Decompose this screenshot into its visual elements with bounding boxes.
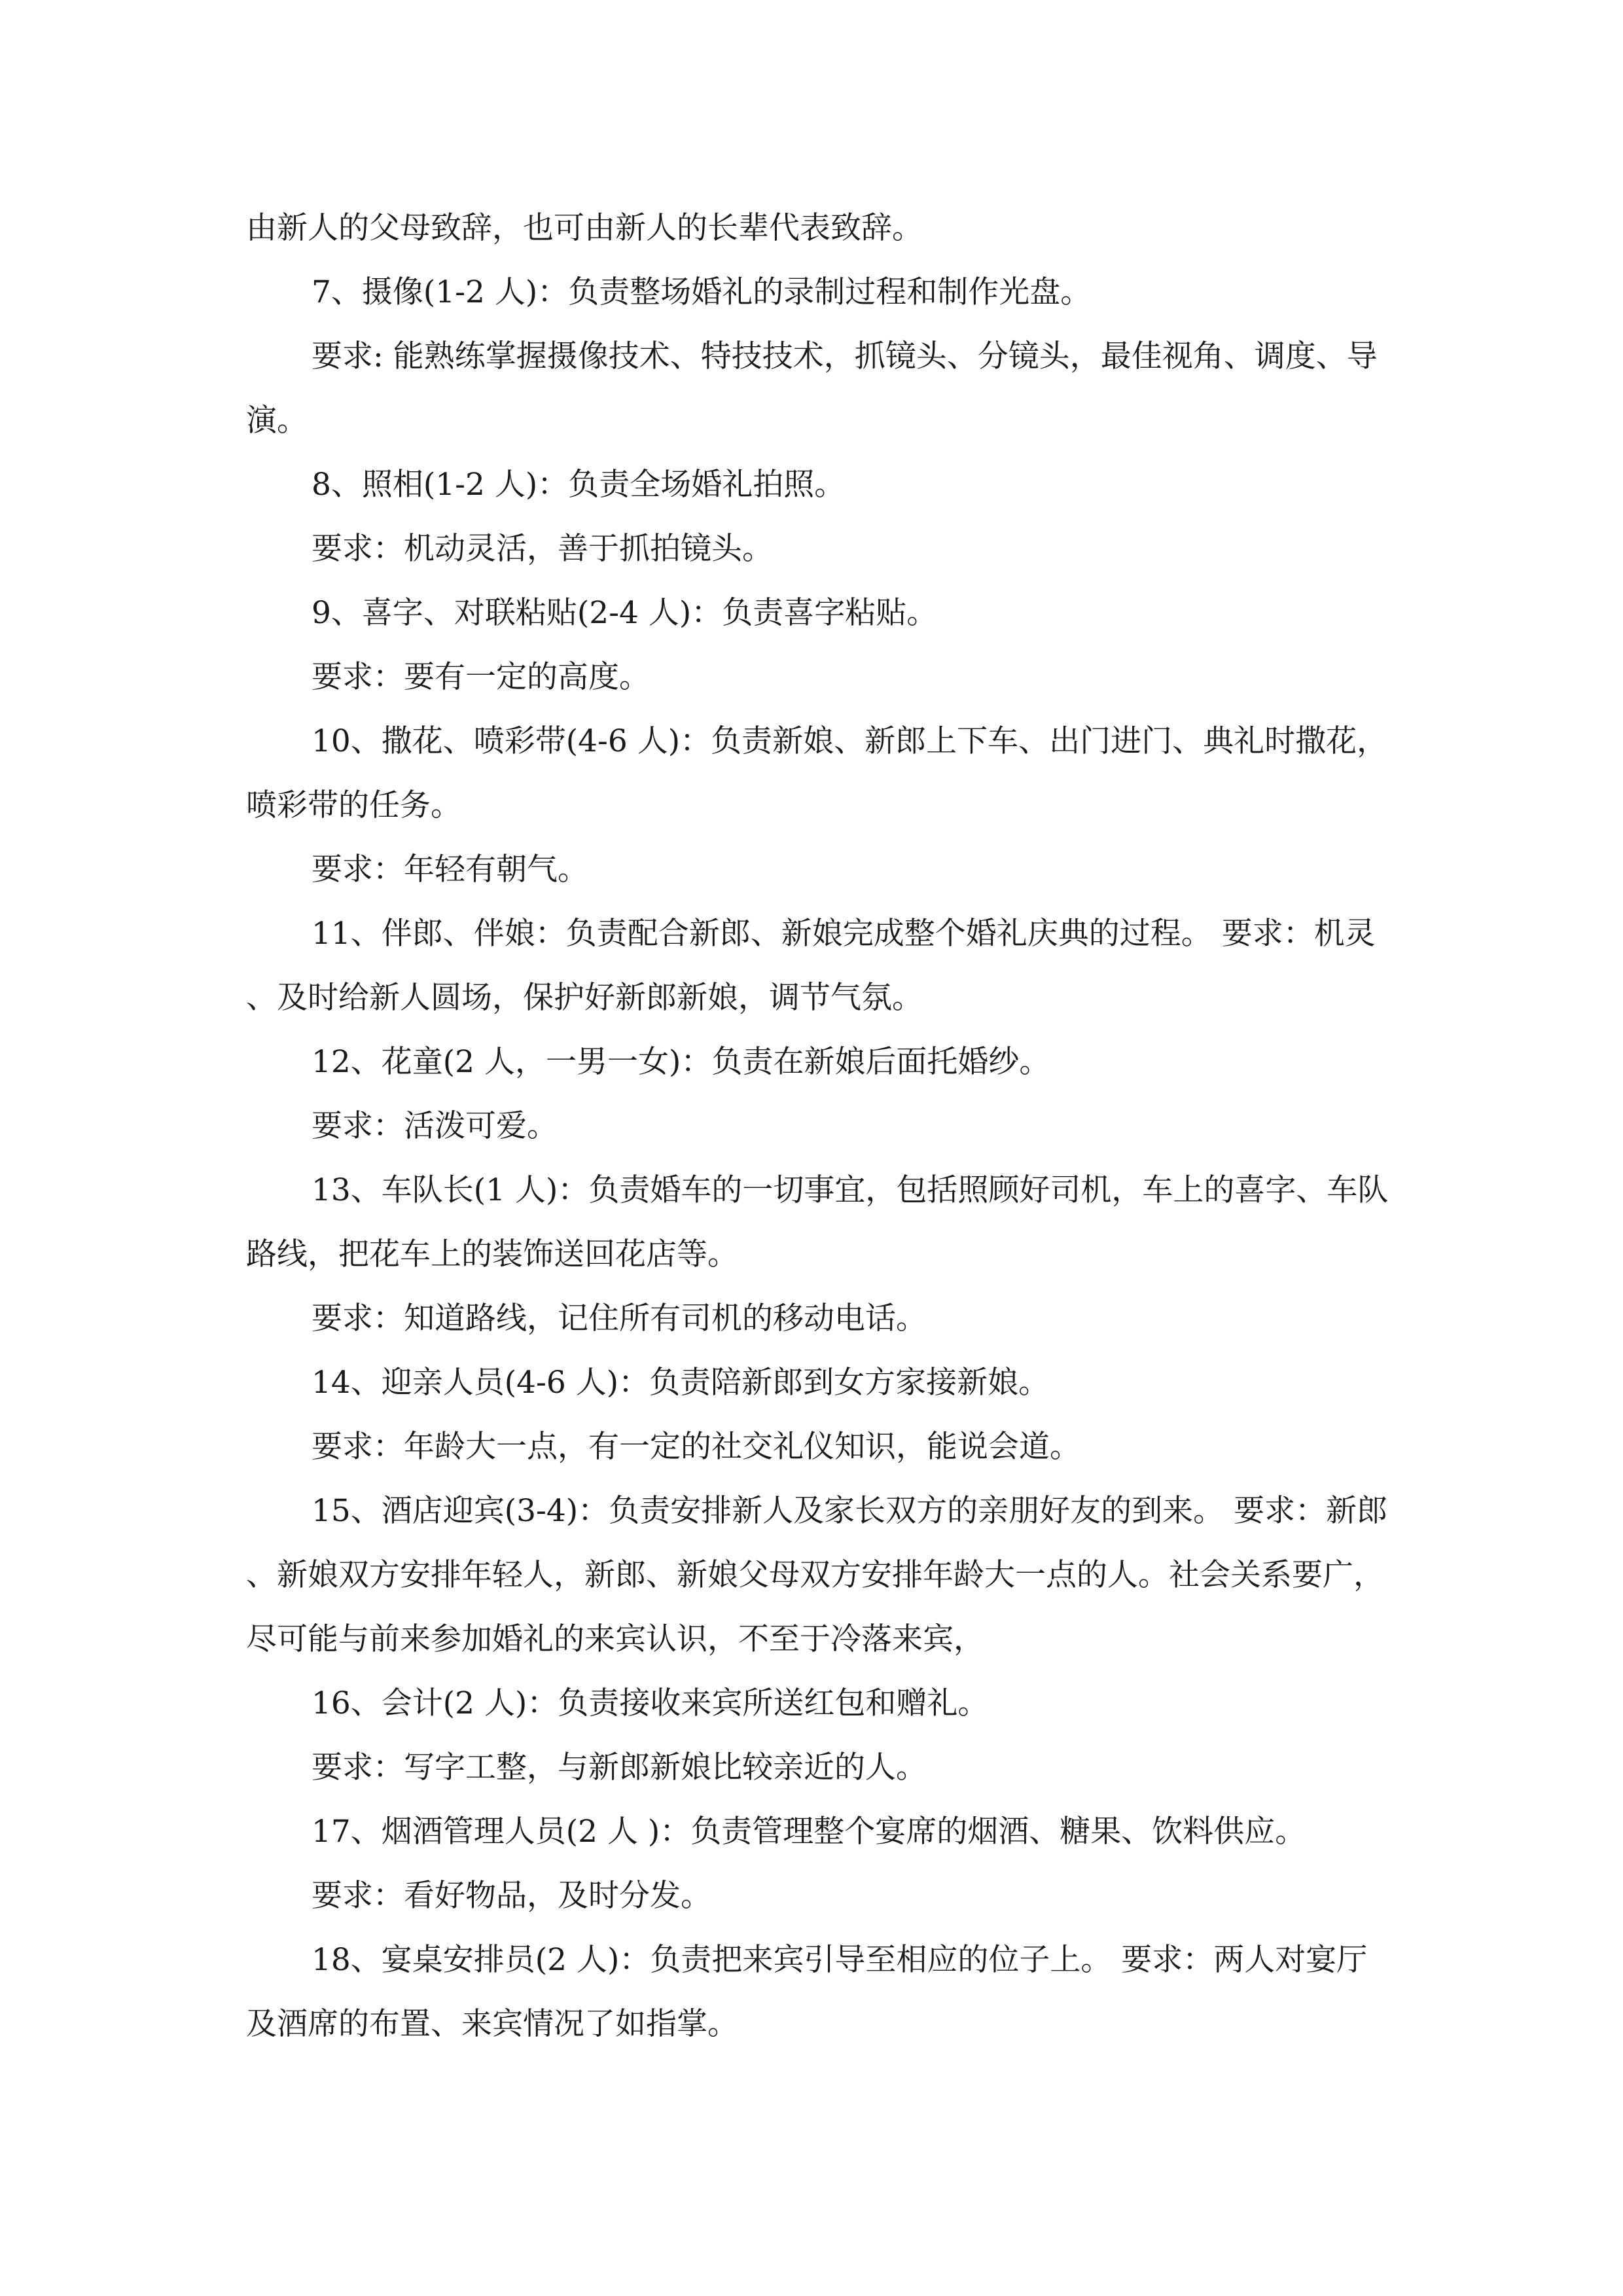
paragraph: 要求：看好物品，及时分发。 bbox=[312, 1878, 711, 1914]
document-body bbox=[246, 196, 1398, 2056]
paragraph: 7、摄像(1-2 人)：负责整场婚礼的录制过程和制作光盘。 bbox=[312, 274, 1092, 310]
paragraph: 14、迎亲人员(4-6 人)：负责陪新郎到女方家接新娘。 bbox=[312, 1365, 1050, 1401]
paragraph: 由新人的父母致辞，也可由新人的长辈代表致辞。 bbox=[246, 210, 923, 246]
paragraph: 要求：要有一定的高度。 bbox=[312, 659, 650, 695]
paragraph: 12、花童(2 人，一男一女)：负责在新娘后面托婚纱。 bbox=[312, 1044, 1050, 1080]
paragraph: 11、伴郎、伴娘：负责配合新郎、新娘完成整个婚礼庆典的过程。 要求：机灵、及时给新人圆场，保护好新郎新娘，调节气氛。 bbox=[246, 916, 1376, 1016]
paragraph: 13、车队长(1 人)：负责婚车的一切事宜，包括照顾好司机，车上的喜字、车队路线，把花车上的装饰送回花店等。 bbox=[246, 1172, 1389, 1272]
paragraph: 要求：活泼可爱。 bbox=[312, 1108, 558, 1144]
paragraph: 8、照相(1-2 人)：负责全场婚礼拍照。 bbox=[312, 467, 846, 503]
paragraph: 要求：知道路线，记住所有司机的移动电话。 bbox=[312, 1300, 927, 1336]
paragraph: 要求：写字工整，与新郎新娘比较亲近的人。 bbox=[312, 1749, 927, 1785]
paragraph: 17、烟酒管理人员(2 人 )：负责管理整个宴席的烟酒、糖果、饮料供应。 bbox=[312, 1814, 1306, 1850]
paragraph: 10、撒花、喷彩带(4-6 人)：负责新娘、新郎上下车、出门进门、典礼时撒花，喷彩带的任务。 bbox=[246, 723, 1388, 823]
paragraph: 要求: 能熟练掌握摄像技术、特技技术，抓镜头、分镜头，最佳视角、调度、导演。 bbox=[246, 338, 1378, 439]
paragraph: 9、喜字、对联粘贴(2-4 人)：负责喜字粘贴。 bbox=[312, 595, 938, 631]
paragraph: 15、酒店迎宾(3-4)：负责安排新人及家长双方的亲朋好友的到来。 要求：新郎、新娘双方安排年轻人，新郎、新娘父母双方安排年龄大一点的人。社会关系要广，尽可能与前来参加婚礼的来宾认识，不至于冷落来宾， bbox=[246, 1493, 1388, 1657]
paragraph: 要求：年轻有朝气。 bbox=[312, 852, 588, 888]
paragraph: 要求：机动灵活，善于抓拍镜头。 bbox=[312, 531, 773, 567]
paragraph: 16、会计(2 人)：负责接收来宾所送红包和赠礼。 bbox=[312, 1685, 989, 1721]
paragraph: 18、宴桌安排员(2 人)：负责把来宾引导至相应的位子上。 要求：两人对宴厅及酒席的布置、来宾情况了如指掌。 bbox=[246, 1942, 1368, 2042]
paragraph: 要求：年龄大一点，有一定的社交礼仪知识，能说会道。 bbox=[312, 1429, 1080, 1465]
